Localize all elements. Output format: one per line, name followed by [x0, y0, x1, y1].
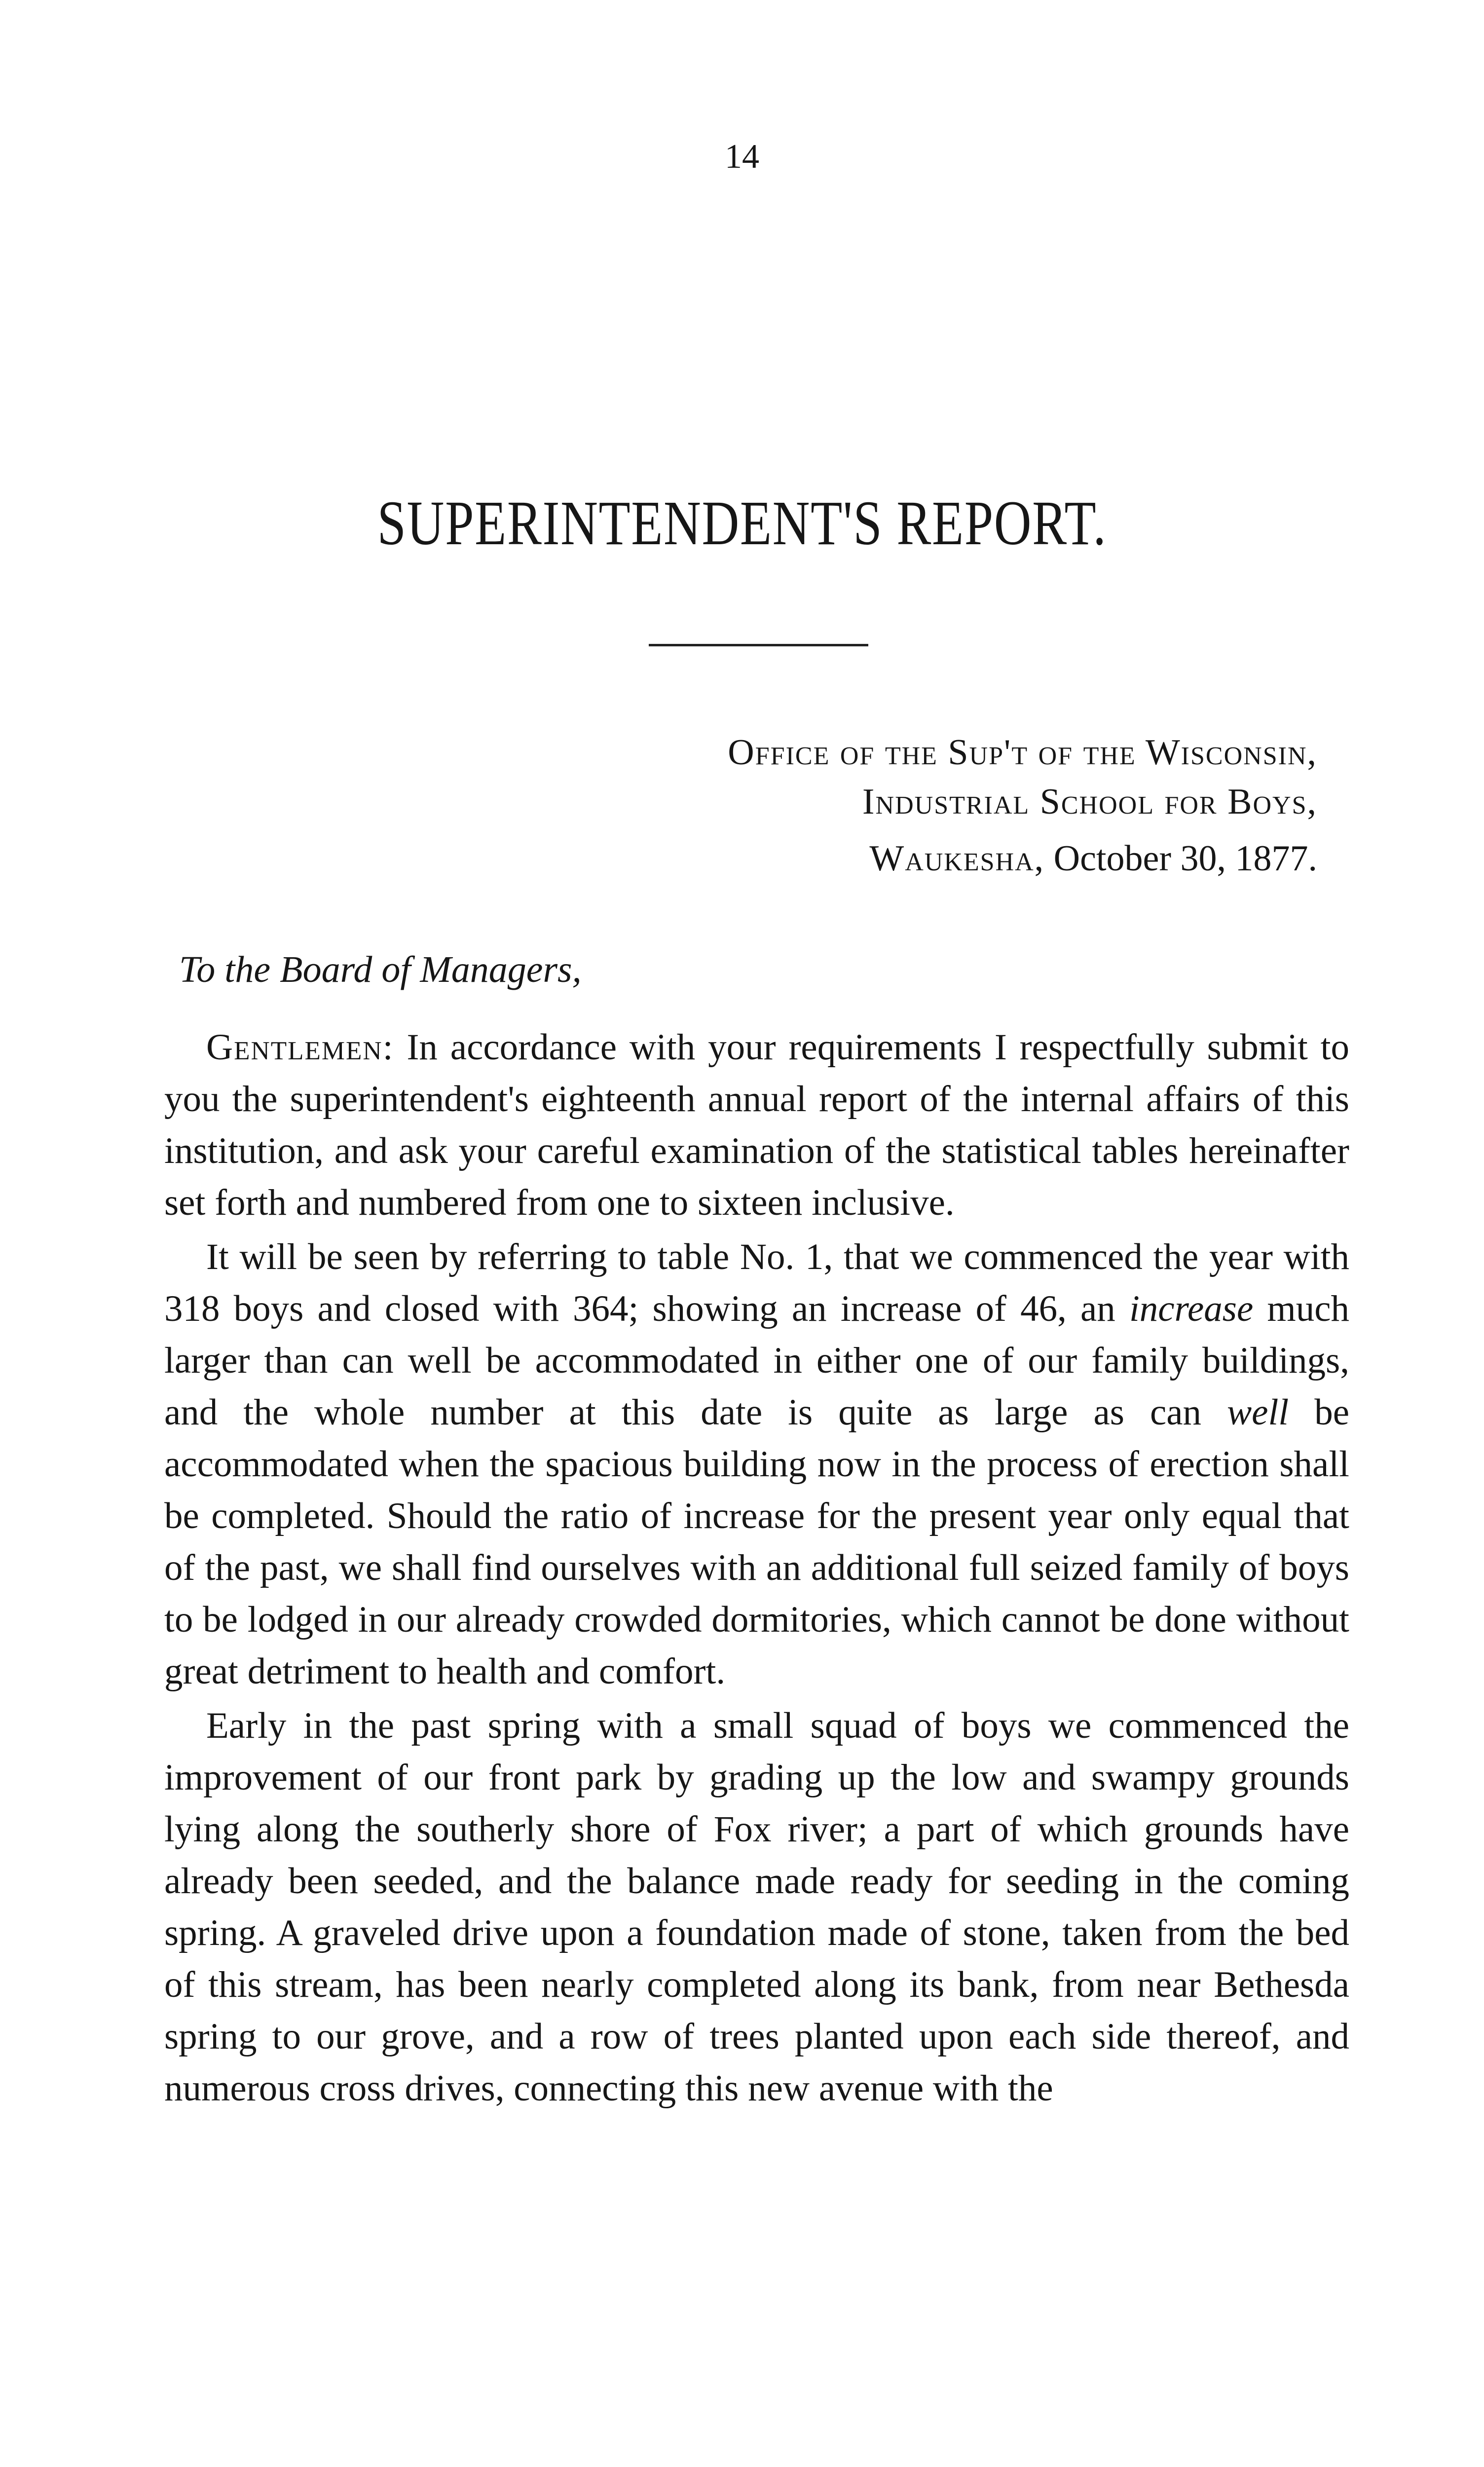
paragraph-text: be accommodated when the spacious building now in the process of erection shall be completed. Should the ratio of increase for the present year only equal that of the past, we shall find ourselves with an additional full seized family of boys to be lodged in our already crowded dormitories, which cannot be done without great detriment to health and comfort. [164, 1392, 1349, 1692]
paragraph [164, 1021, 1349, 1229]
dateline-date-text: October 30, 1877. [1044, 838, 1317, 879]
report-body [164, 1021, 1349, 2114]
dateline-school-text: Industrial School for Boys, [862, 782, 1317, 822]
salutation: To the Board of Managers, [179, 949, 582, 990]
dateline-office [728, 728, 1317, 777]
paragraph [164, 1231, 1349, 1697]
dateline-date [869, 834, 1317, 883]
paragraph-text: In accordance with your requirements I respectfully submit to you the superintendent's eighteenth annual report of the internal affairs of this institution, and ask your careful examination of the statistical tables hereinafter set forth and numbered from one to sixteen inclusive. [164, 1027, 1349, 1223]
dateline-place: Waukesha, [869, 838, 1045, 879]
paragraph-text: much larger than can well be accommodated in either one of our family buildings, and the whole number at this date is quite as large as can [164, 1288, 1349, 1433]
dateline-office-text: Office of the Sup't of the Wisconsin, [728, 732, 1317, 773]
paragraph-lead: Gentlemen: [206, 1027, 394, 1068]
title-rule [649, 644, 868, 646]
paragraph-text: Early in the past spring with a small squad of boys we commenced the improvement of our front park by grading up the low and swampy grounds lying along the southerly shore of Fox river; a part of which grounds have already been seeded, and the balance made ready for seeding in the coming spring. A graveled drive upon a foundation made of stone, taken from the bed of this stream, has been nearly completed along its bank, from near Bethesda spring to our grove, and a row of trees planted upon each side thereof, and numerous cross drives, connecting this new avenue with the [164, 1705, 1349, 2109]
report-title: SUPERINTENDENT'S REPORT. [377, 488, 1107, 558]
paragraph [164, 1700, 1349, 2114]
page-number: 14 [725, 138, 759, 176]
emphasis-text: increase [1129, 1288, 1254, 1329]
emphasis-text: well [1227, 1392, 1289, 1433]
dateline-school [862, 777, 1317, 826]
paragraph-text: It will be seen by referring to table No. 1, that we commenced the year with 318 boys and closed with 364; showing an increase of 46, an [164, 1236, 1349, 1329]
